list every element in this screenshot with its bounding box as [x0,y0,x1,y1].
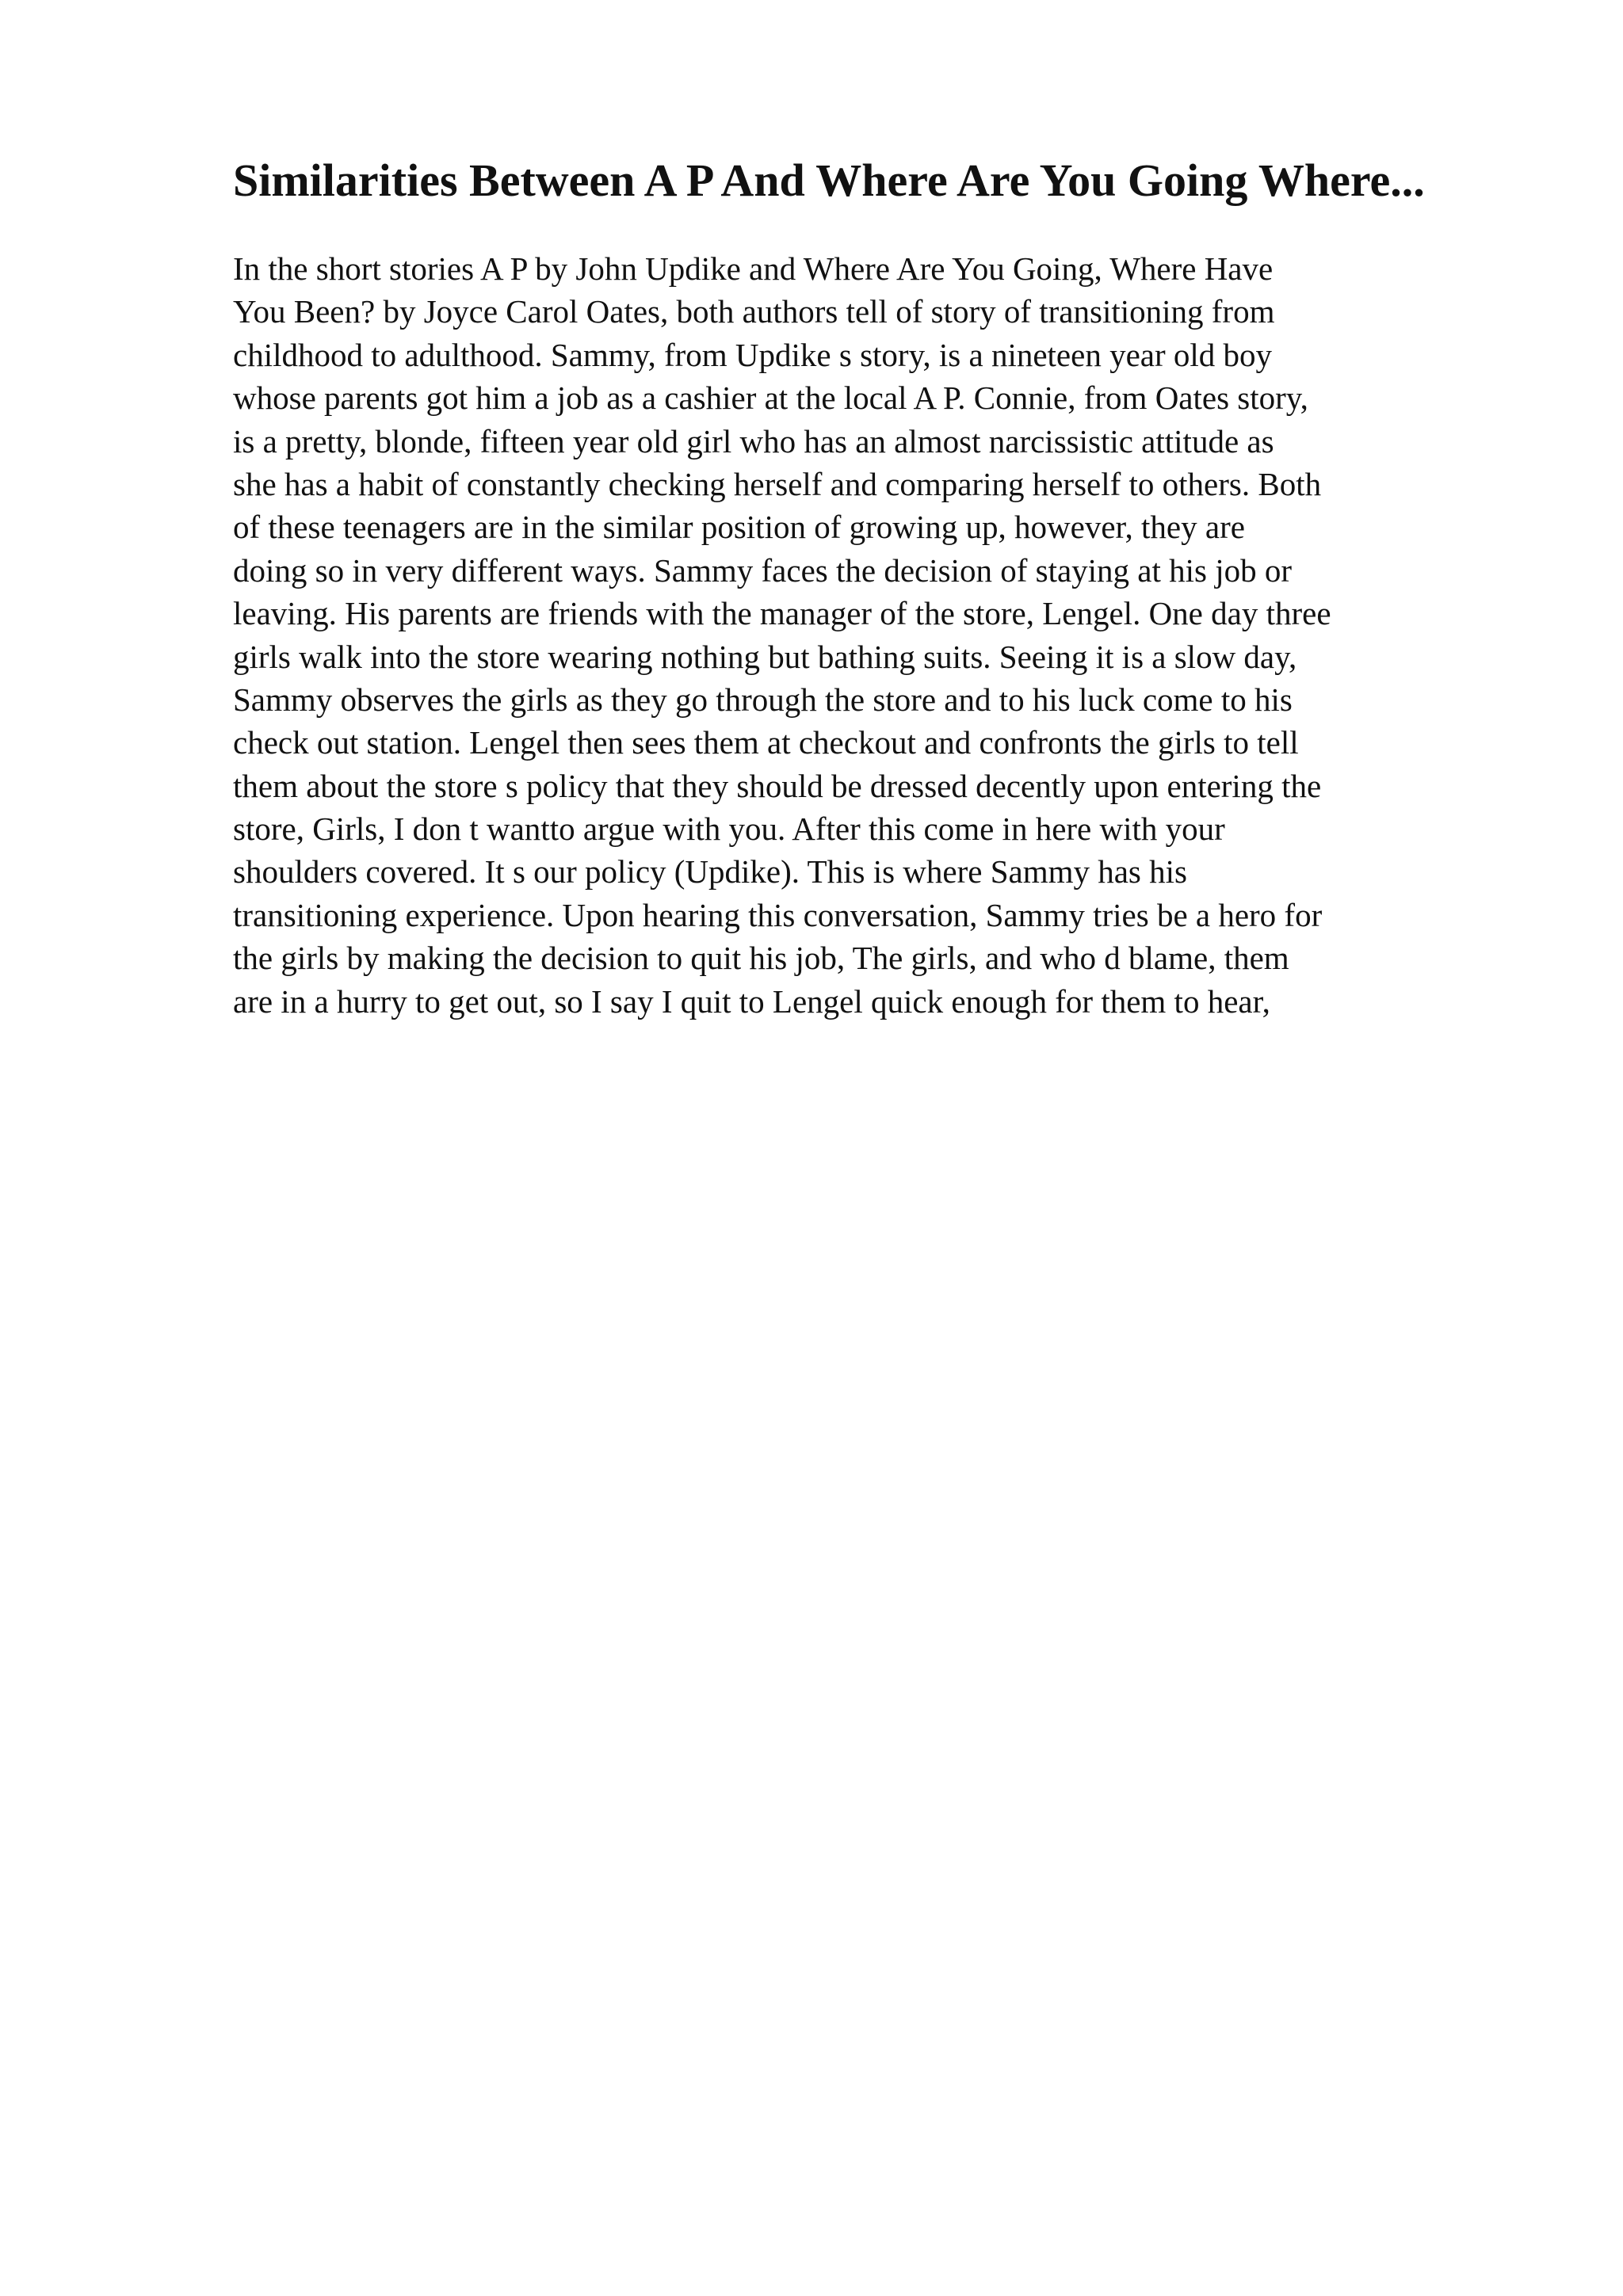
body-line: transitioning experience. Upon hearing this conversation, Sammy tries be a hero for [233,896,1323,933]
body-line: is a pretty, blonde, fifteen year old girl who has an almost narcissistic attitude as [233,422,1274,460]
body-line: You Been? by Joyce Carol Oates, both authors tell of story of transitioning from [233,293,1275,330]
body-line: shoulders covered. It s our policy (Updike). This is where Sammy has his [233,853,1187,891]
body-line: check out station. Lengel then sees them at checkout and confronts the girls to tell [233,724,1299,761]
document-body [233,247,1517,1023]
body-line: the girls by making the decision to quit his job, The girls, and who d blame, them [233,940,1289,977]
body-line: store, Girls, I don t wantto argue with you. After this come in here with your [233,810,1225,848]
body-line: doing so in very different ways. Sammy faces the decision of staying at his job or [233,551,1293,589]
body-line: whose parents got him a job as a cashier at the local A P. Connie, from Oates story, [233,379,1308,417]
document-title: Similarities Between A P And Where Are You Going Where... [233,154,1425,206]
body-line: are in a hurry to get out, so I say I quit to Lengel quick enough for them to hear, [233,982,1270,1020]
body-line: of these teenagers are in the similar position of growing up, however, they are [233,509,1245,546]
body-line: In the short stories A P by John Updike and Where Are You Going, Where Have [233,250,1274,287]
body-line: she has a habit of constantly checking herself and comparing herself to others. Both [233,465,1322,502]
body-line: childhood to adulthood. Sammy, from Updike s story, is a nineteen year old boy [233,336,1273,373]
body-line: girls walk into the store wearing nothing but bathing suits. Seeing it is a slow day, [233,638,1297,675]
body-line: leaving. His parents are friends with the manager of the store, Lengel. One day three [233,595,1331,632]
body-line: Sammy observes the girls as they go through the store and to his luck come to his [233,681,1293,718]
body-line: them about the store s policy that they should be dressed decently upon entering the [233,767,1322,804]
